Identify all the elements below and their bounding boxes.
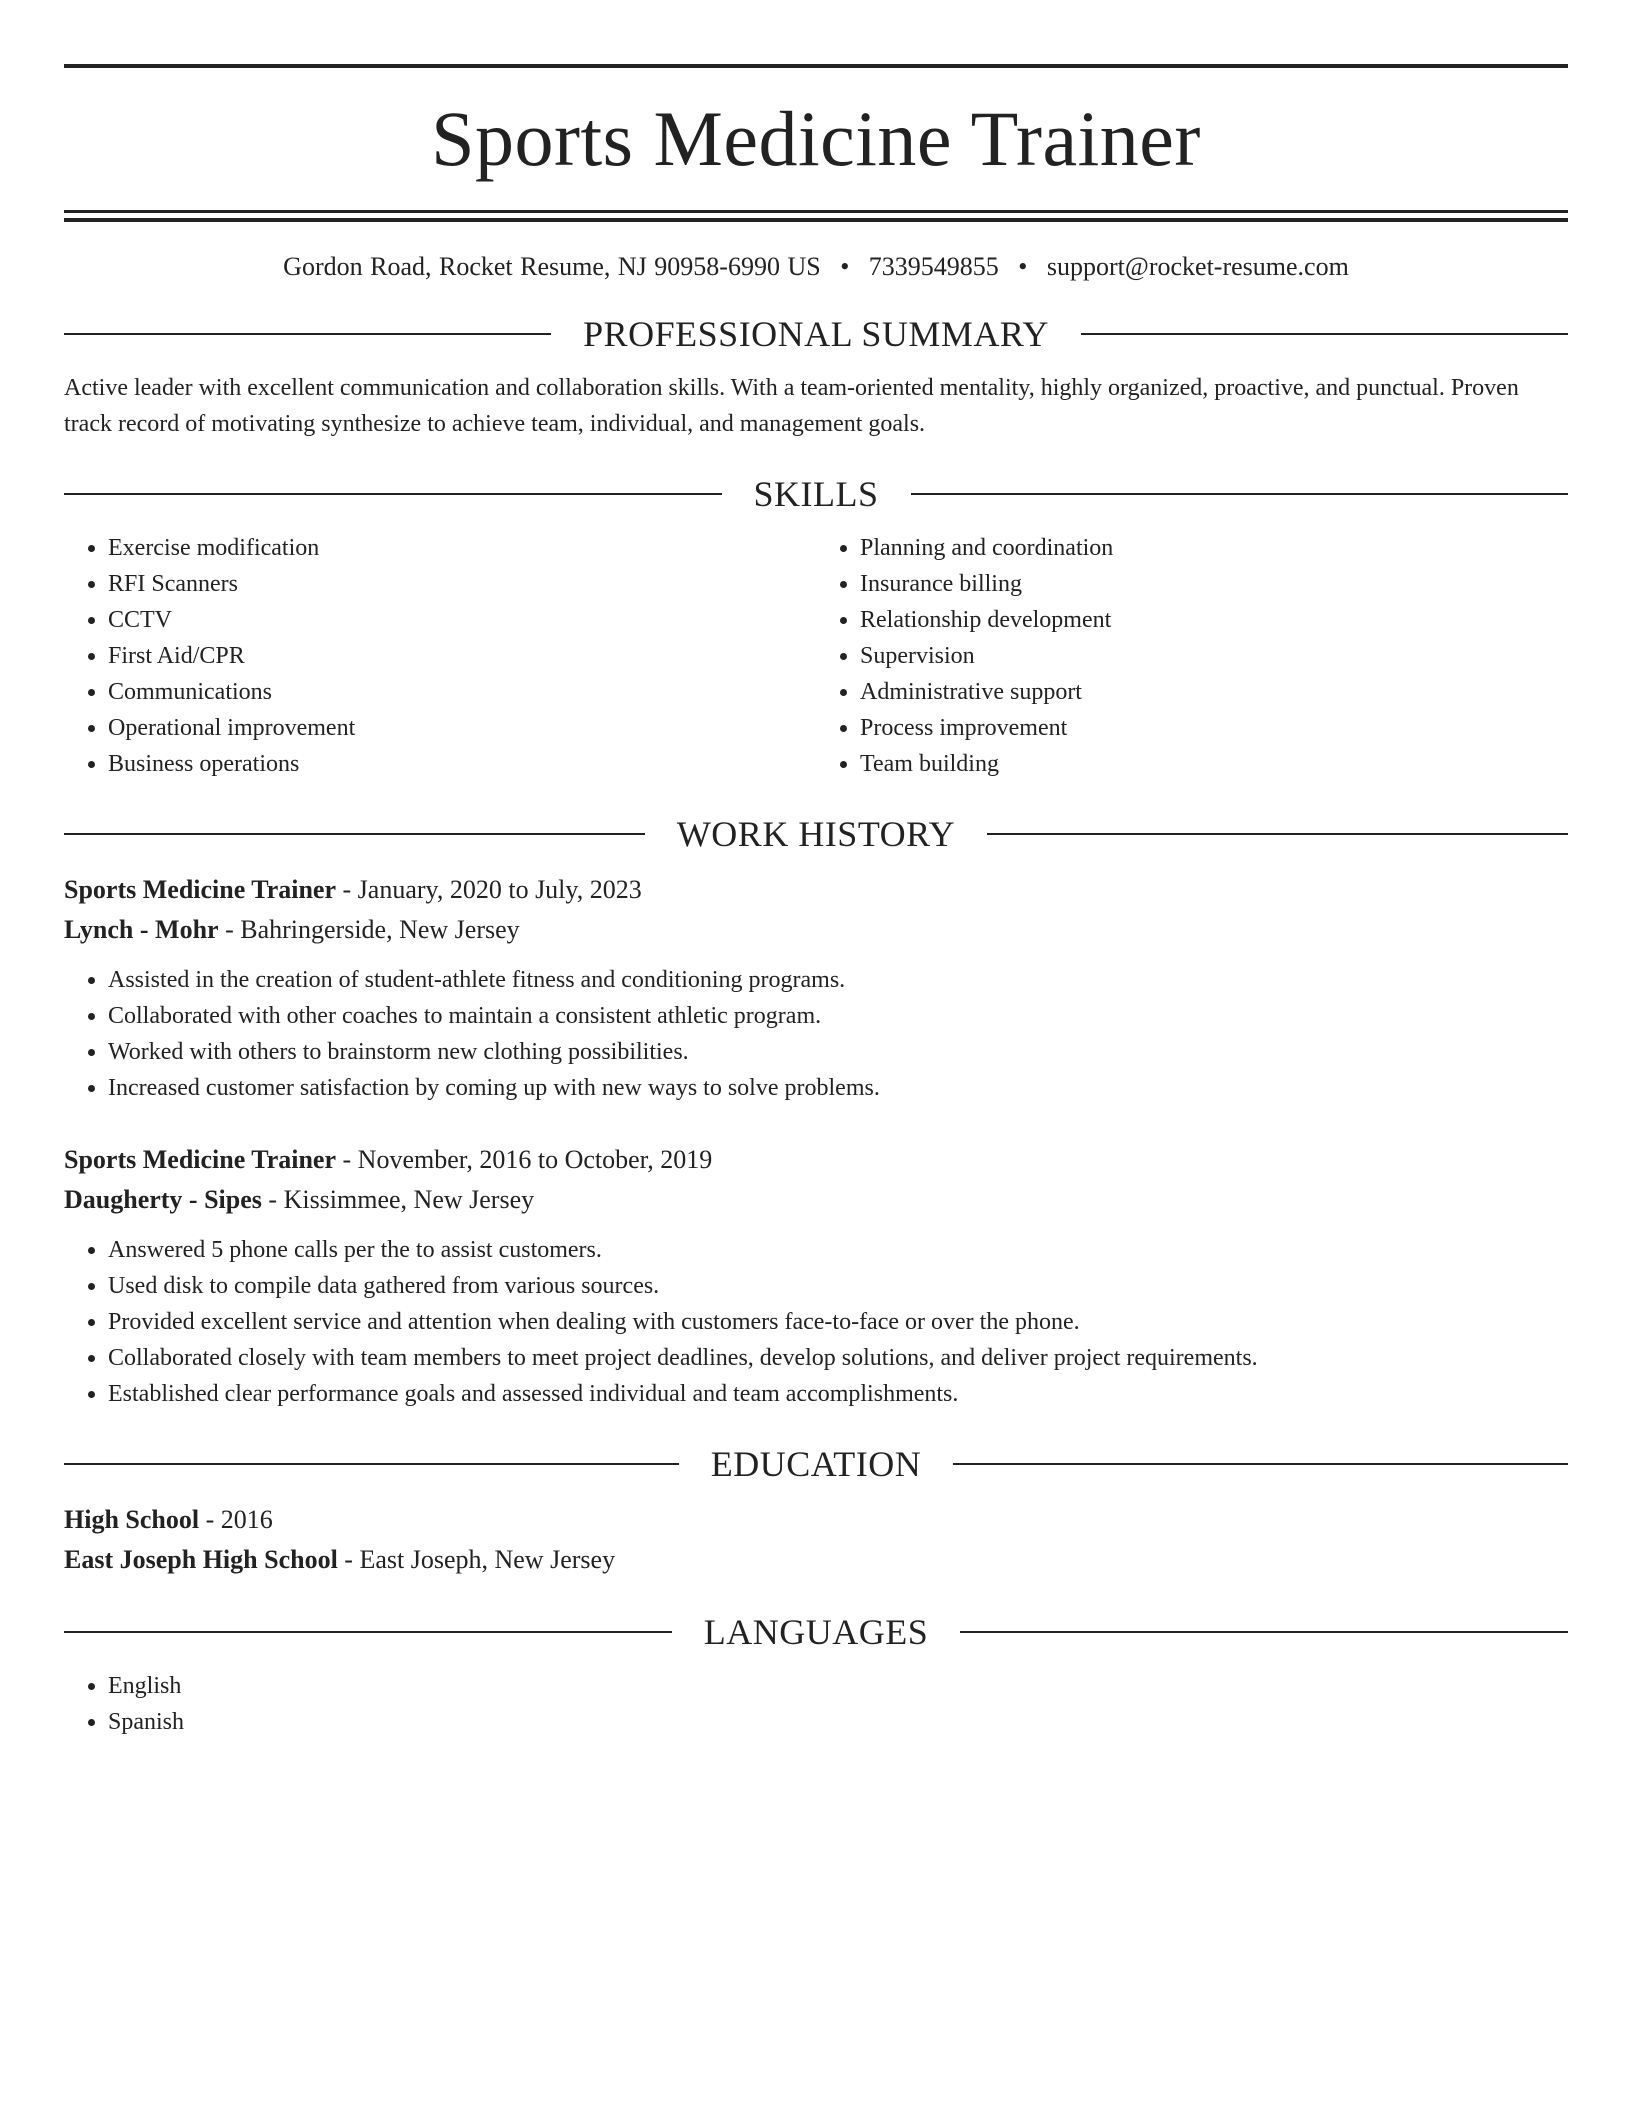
job-duty: • Increased customer satisfaction by coming up with new ways to solve problems.	[108, 1070, 1568, 1106]
job-duty: • Assisted in the creation of student-athlete fitness and conditioning programs.	[108, 962, 1568, 998]
education-year: - 2016	[199, 1505, 273, 1534]
heading-rule-right	[960, 1631, 1568, 1633]
heading-rule-right	[911, 493, 1569, 495]
heading-rule-left	[64, 1463, 679, 1465]
skill-item: • Supervision	[860, 638, 1568, 674]
heading-rule-left	[64, 833, 645, 835]
education-school-line	[64, 1540, 1568, 1580]
job-dates: - November, 2016 to October, 2019	[336, 1145, 713, 1174]
skill-item: • Business operations	[108, 746, 816, 782]
title-double-rule	[64, 210, 1568, 222]
section-heading-skills	[64, 476, 1568, 512]
contact-line	[64, 252, 1568, 282]
job-duty: • Worked with others to brainstorm new clothing possibilities.	[108, 1034, 1568, 1070]
job-duty: • Answered 5 phone calls per the to assist customers.	[108, 1232, 1568, 1268]
email: support@rocket-resume.com	[1046, 252, 1349, 281]
heading-rule-left	[64, 493, 722, 495]
job-company: Daugherty - Sipes	[64, 1185, 262, 1214]
job-company: Lynch - Mohr	[64, 915, 219, 944]
skill-item: • Process improvement	[860, 710, 1568, 746]
contact-separator: •	[1018, 252, 1028, 281]
job-title-line	[64, 870, 1568, 910]
education-degree: High School	[64, 1505, 200, 1534]
job-location: - Kissimmee, New Jersey	[261, 1185, 535, 1214]
skills-list-right	[816, 530, 1568, 782]
job-location: - Bahringerside, New Jersey	[218, 915, 520, 944]
section-heading-work	[64, 816, 1568, 852]
section-title: LANGUAGES	[703, 1612, 929, 1652]
section-heading-education	[64, 1446, 1568, 1482]
skill-item: • Planning and coordination	[860, 530, 1568, 566]
section-title: PROFESSIONAL SUMMARY	[583, 314, 1049, 354]
job-duties	[64, 962, 1568, 1106]
skill-item: • Team building	[860, 746, 1568, 782]
job-entry	[64, 870, 1568, 1106]
education-location: - East Joseph, New Jersey	[337, 1545, 616, 1574]
section-title: EDUCATION	[710, 1444, 922, 1484]
job-company-line	[64, 910, 1568, 950]
skills-list-left	[64, 530, 816, 782]
job-duties	[64, 1232, 1568, 1412]
job-duty: • Collaborated with other coaches to maintain a consistent athletic program.	[108, 998, 1568, 1034]
section-title: WORK HISTORY	[676, 814, 956, 854]
job-company-line	[64, 1180, 1568, 1220]
skill-item: • Insurance billing	[860, 566, 1568, 602]
skill-item: • RFI Scanners	[108, 566, 816, 602]
job-duty: • Provided excellent service and attention when dealing with customers face-to-face or over the phone.	[108, 1304, 1568, 1340]
job-dates: - January, 2020 to July, 2023	[336, 875, 642, 904]
address: Gordon Road, Rocket Resume, NJ 90958-6990 US	[283, 252, 821, 281]
languages-list	[64, 1668, 1568, 1740]
section-heading-languages	[64, 1614, 1568, 1650]
skills-grid	[64, 530, 1568, 782]
heading-rule-left	[64, 333, 551, 335]
phone: 7339549855	[868, 252, 999, 281]
skill-item: • Exercise modification	[108, 530, 816, 566]
skill-item: • Communications	[108, 674, 816, 710]
language-item: • Spanish	[108, 1704, 1568, 1740]
job-title-line	[64, 1140, 1568, 1180]
job-title: Sports Medicine Trainer	[64, 1145, 337, 1174]
job-title: Sports Medicine Trainer	[64, 875, 337, 904]
heading-rule-left	[64, 1631, 672, 1633]
job-duty: • Established clear performance goals and assessed individual and team accomplishments.	[108, 1376, 1568, 1412]
summary-text: Active leader with excellent communication and collaboration skills. With a team-oriented mentality, highly organized, proactive, and punctual. Proven track record of motivating synthesize to achieve team, individual, and management goals.	[64, 375, 1519, 437]
section-heading-summary	[64, 316, 1568, 352]
education-school: East Joseph High School	[64, 1545, 338, 1574]
heading-rule-right	[1081, 333, 1568, 335]
heading-rule-right	[987, 833, 1568, 835]
resume-title: Sports Medicine Trainer	[431, 95, 1201, 182]
skill-item: • Operational improvement	[108, 710, 816, 746]
skill-item: • CCTV	[108, 602, 816, 638]
job-duty: • Used disk to compile data gathered from various sources.	[108, 1268, 1568, 1304]
top-rule	[64, 64, 1568, 68]
heading-rule-right	[953, 1463, 1568, 1465]
skill-item: • Relationship development	[860, 602, 1568, 638]
section-title: SKILLS	[753, 474, 879, 514]
job-duty: • Collaborated closely with team members to meet project deadlines, develop solutions, and deliver project requirements.	[108, 1340, 1568, 1376]
language-item: • English	[108, 1668, 1568, 1704]
job-entry	[64, 1140, 1568, 1412]
resume-page	[64, 64, 1568, 1740]
education-degree-line	[64, 1500, 1568, 1540]
skill-item: • First Aid/CPR	[108, 638, 816, 674]
skill-item: • Administrative support	[860, 674, 1568, 710]
contact-separator: •	[840, 252, 850, 281]
